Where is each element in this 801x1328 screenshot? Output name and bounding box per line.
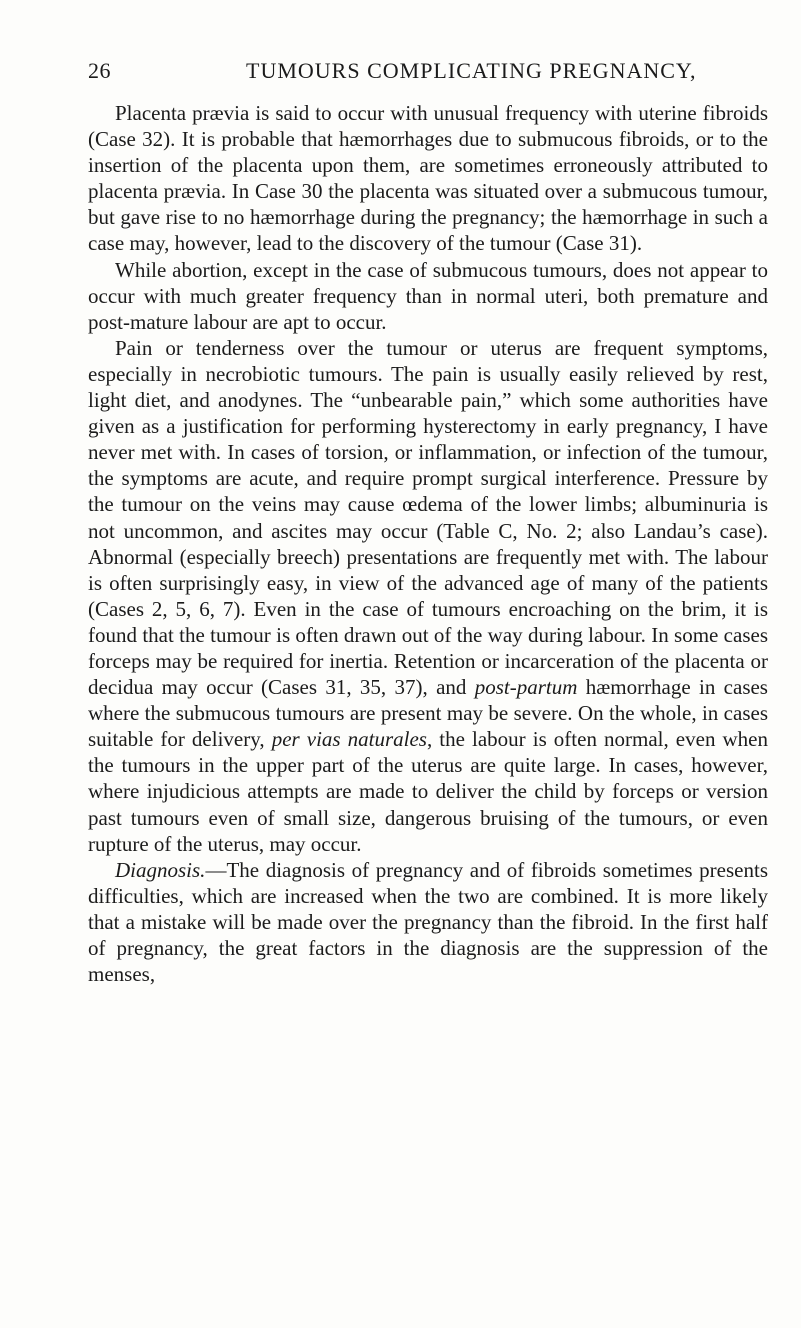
text-segment: —The diagnosis of pregnancy and of fibroids sometimes presents difficulties, which are increased when the two are combined. It is more likely that a mistake will be made over the pregnancy than the fibroid. In the first half of pregnancy, the great factors in the diagnosis are the suppression of the menses, bbox=[88, 857, 768, 987]
running-head: TUMOURS COMPLICATING PREGNANCY, bbox=[246, 58, 697, 83]
paragraph bbox=[88, 100, 768, 257]
paragraph bbox=[88, 257, 768, 335]
text-segment: , the labour is often normal, even when the tumours in the upper part of the uterus are quite large. In cases, however, where injudicious attempts are made to deliver the child by forceps or version past tumours even of small size, dangerous bruising of the tumours, or even rupture of the uterus, may occur. bbox=[88, 727, 769, 856]
page-header bbox=[88, 58, 768, 88]
paragraph bbox=[88, 335, 768, 857]
text-segment: While abortion, except in the case of submucous tumours, does not appear to occur with much greater frequency than in normal uteri, both premature and post-mature labour are apt to occur. bbox=[88, 257, 768, 334]
italic-term: per vias naturales bbox=[271, 727, 427, 752]
section-heading: Diagnosis. bbox=[115, 857, 206, 882]
italic-term: post-partum bbox=[474, 675, 578, 700]
paragraph bbox=[88, 857, 768, 987]
text-segment: Pain or tenderness over the tumour or uterus are frequent symptoms, especially in necrobiotic tumours. The pain is usually easily relieved by rest, light diet, and anodynes. The “unbearable pain,” which some authorities have given as a justification for performing hysterectomy in early pregnancy, I have never met with. In cases of torsion, or inflammation, or infection of the tumour, the symptoms are acute, and require prompt surgical interference. Pressure by the tumour on the veins may cause œdema of the lower limbs; albuminuria is not uncommon, and ascites may occur (Table C, No. 2; also Landau’s case). Abnormal (especially breech) presentations are frequently met with. The labour is often surprisingly easy, in view of the advanced age of many of the patients (Cases 2, 5, 6, 7). Even in the case of tumours encroaching on the brim, it is found that the tumour is often drawn out of the way during labour. In some cases forceps may be required for inertia. Retention or incarceration of the placenta or decidua may occur (Cases 31, 35, 37), and bbox=[88, 335, 768, 700]
page-number: 26 bbox=[88, 58, 111, 83]
text-segment: hæmorrhage in cases where the submucous tumours are present may be severe. On the whole, in cases suitable for delivery, bbox=[88, 675, 768, 752]
body-text bbox=[88, 100, 768, 987]
text-segment: Placenta prævia is said to occur with unusual frequency with uterine fibroids (Case 32). It is probable that hæmorrhages due to submucous fibroids, or to the insertion of the placenta upon them, are sometimes erroneously attributed to placenta prævia. In Case 30 the placenta was situated over a submucous tumour, but gave rise to no hæmorrhage during the pregnancy; the hæmorrhage in such a case may, however, lead to the discovery of the tumour (Case 31). bbox=[88, 101, 768, 256]
